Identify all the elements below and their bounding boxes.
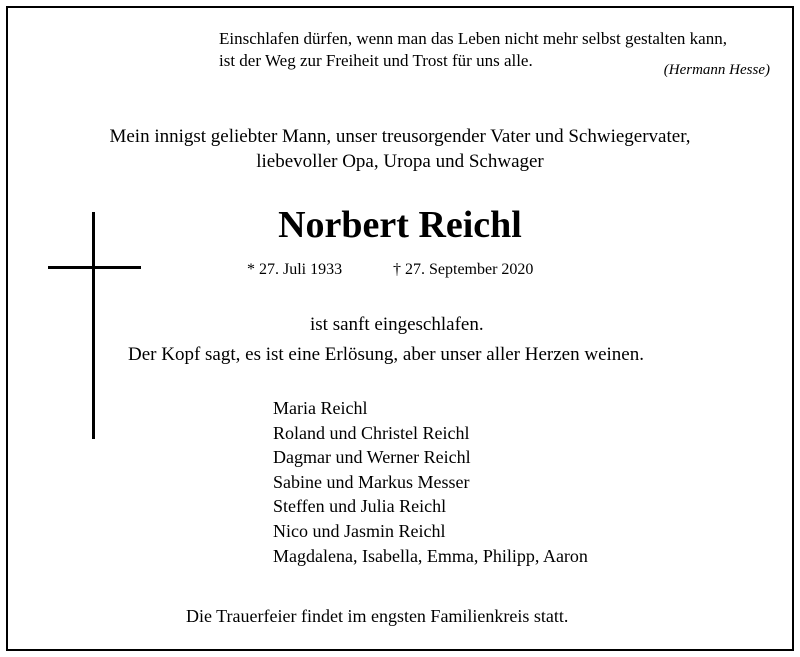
quote-line-1: Einschlafen dürfen, wenn man das Leben nicht mehr selbst gestalten kann, bbox=[219, 29, 727, 48]
mourner-name: Roland und Christel Reichl bbox=[273, 422, 470, 443]
deceased-name: Norbert Reichl bbox=[278, 204, 522, 246]
quote-attribution: (Hermann Hesse) bbox=[663, 62, 770, 78]
cross-icon bbox=[92, 212, 95, 439]
quote-line-2: ist der Weg zur Freiheit und Trost für uns alle. bbox=[219, 51, 533, 70]
ceremony-note: Die Trauerfeier findet im engsten Familienkreis statt. bbox=[186, 606, 569, 626]
mourner-name: Nico und Jasmin Reichl bbox=[273, 520, 446, 541]
mourner-name: Sabine und Markus Messer bbox=[273, 471, 470, 492]
mourners-list bbox=[273, 396, 588, 568]
mourner-name: Maria Reichl bbox=[273, 398, 368, 418]
birth-date: * 27. Juli 1933 bbox=[247, 261, 343, 278]
hesse-quote bbox=[219, 28, 727, 72]
grief-message: Der Kopf sagt, es ist eine Erlösung, aber unser aller Herzen weinen. bbox=[128, 344, 644, 365]
mourner-name: Steffen und Julia Reichl bbox=[273, 496, 447, 517]
mourner-name: Dagmar und Werner Reichl bbox=[273, 447, 471, 468]
passed-message: ist sanft eingeschlafen. bbox=[310, 314, 484, 335]
mourner-name: Magdalena, Isabella, Emma, Philipp, Aaron bbox=[273, 545, 588, 566]
cross-icon-bar bbox=[48, 266, 141, 269]
intro-line-1: Mein innigst geliebter Mann, unser treusorgender Vater und Schwiegervater, bbox=[109, 126, 691, 147]
death-date: † 27. September 2020 bbox=[393, 261, 534, 278]
intro-line-2: liebevoller Opa, Uropa und Schwager bbox=[256, 151, 544, 172]
intro-text bbox=[0, 124, 800, 174]
